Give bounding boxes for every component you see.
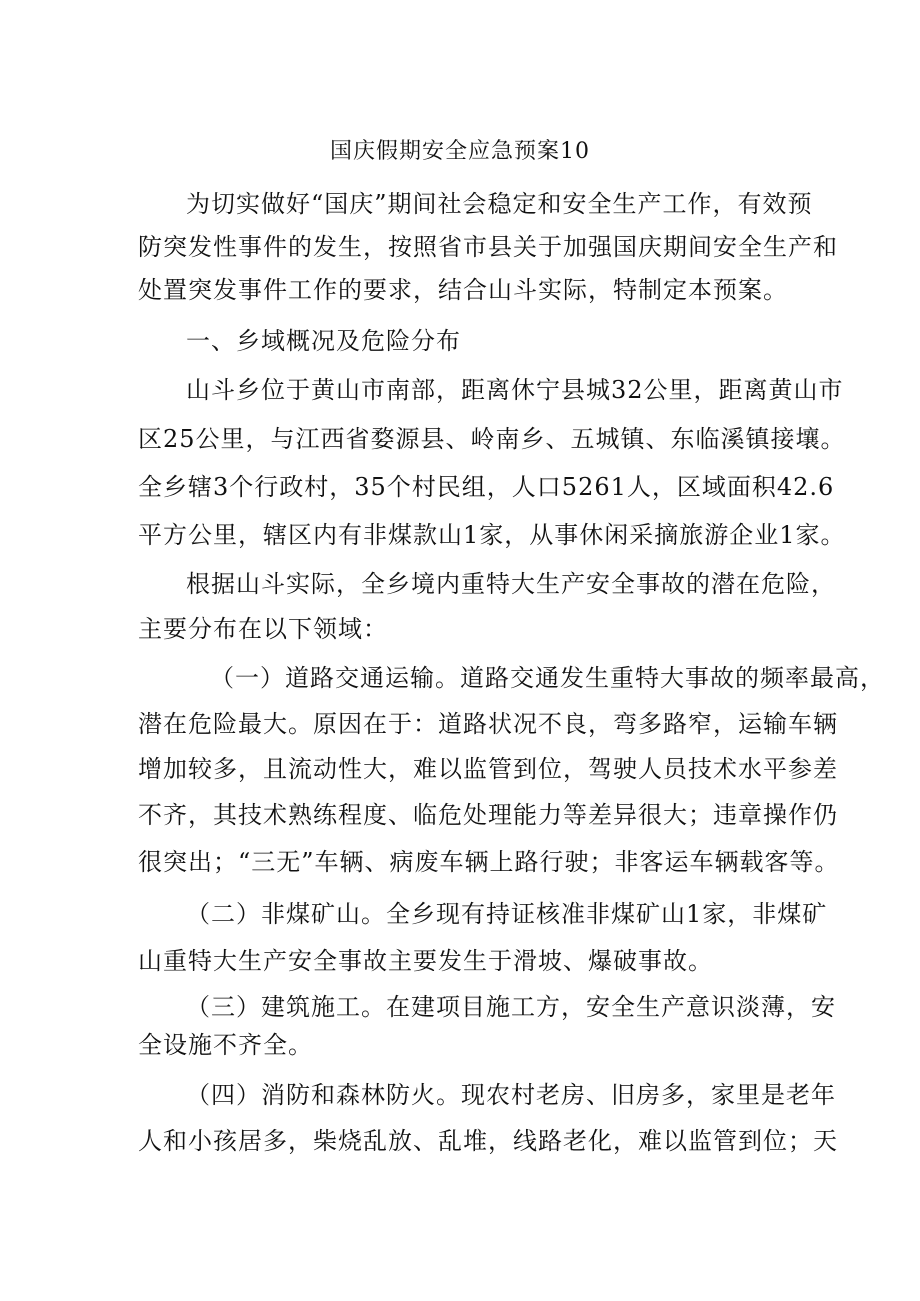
paragraph-line: 不齐，其技术熟练程度、临危处理能力等差异很大；违章操作仍 <box>138 801 838 829</box>
paragraph-line: 防突发性事件的发生，按照省市县关于加强国庆期间安全生产和 <box>138 233 838 261</box>
paragraph-line: 区25公里，与江西省婺源县、岭南乡、五城镇、东临溪镇接壤。 <box>138 425 846 453</box>
paragraph-line: （三）建筑施工。在建项目施工方，安全生产意识淡薄，安 <box>186 993 836 1021</box>
section-heading: 一、乡域概况及危险分布 <box>186 327 461 355</box>
paragraph-line: 处置突发事件工作的要求，结合山斗实际，特制定本预案。 <box>138 276 788 304</box>
paragraph-line: （一）道路交通运输。道路交通发生重特大事故的频率最高， <box>210 664 885 692</box>
paragraph-line: 全设施不齐全。 <box>138 1031 313 1059</box>
paragraph-line: 增加较多，且流动性大，难以监管到位，驾驶人员技术水平参差 <box>138 755 838 783</box>
document-title: 国庆假期安全应急预案10 <box>330 139 590 164</box>
paragraph-line: 平方公里，辖区内有非煤款山1家，从事休闲采摘旅游企业1家。 <box>138 521 846 549</box>
paragraph-line: 主要分布在以下领域： <box>138 615 388 643</box>
paragraph-line: 全乡辖3个行政村，35个村民组，人口5261人，区域面积42.6 <box>138 473 835 501</box>
paragraph-line: （二）非煤矿山。全乡现有持证核准非煤矿山1家，非煤矿 <box>186 900 828 928</box>
paragraph-line: 潜在危险最大。原因在于：道路状况不良，弯多路窄，运输车辆 <box>138 710 838 738</box>
paragraph-line: 很突出；“三无”车辆、病废车辆上路行驶；非客运车辆载客等。 <box>138 848 840 876</box>
paragraph-line: 根据山斗实际，全乡境内重特大生产安全事故的潜在危险， <box>186 570 836 598</box>
paragraph-line: 人和小孩居多，柴烧乱放、乱堆，线路老化，难以监管到位；天 <box>138 1127 838 1155</box>
paragraph-line: 山重特大生产安全事故主要发生于滑坡、爆破事故。 <box>138 947 713 975</box>
paragraph-line: （四）消防和森林防火。现农村老房、旧房多，家里是老年 <box>186 1081 836 1109</box>
paragraph-line: 山斗乡位于黄山市南部，距离休宁县城32公里，距离黄山市 <box>186 376 844 404</box>
paragraph-line: 为切实做好“国庆”期间社会稳定和安全生产工作，有效预 <box>186 190 813 218</box>
